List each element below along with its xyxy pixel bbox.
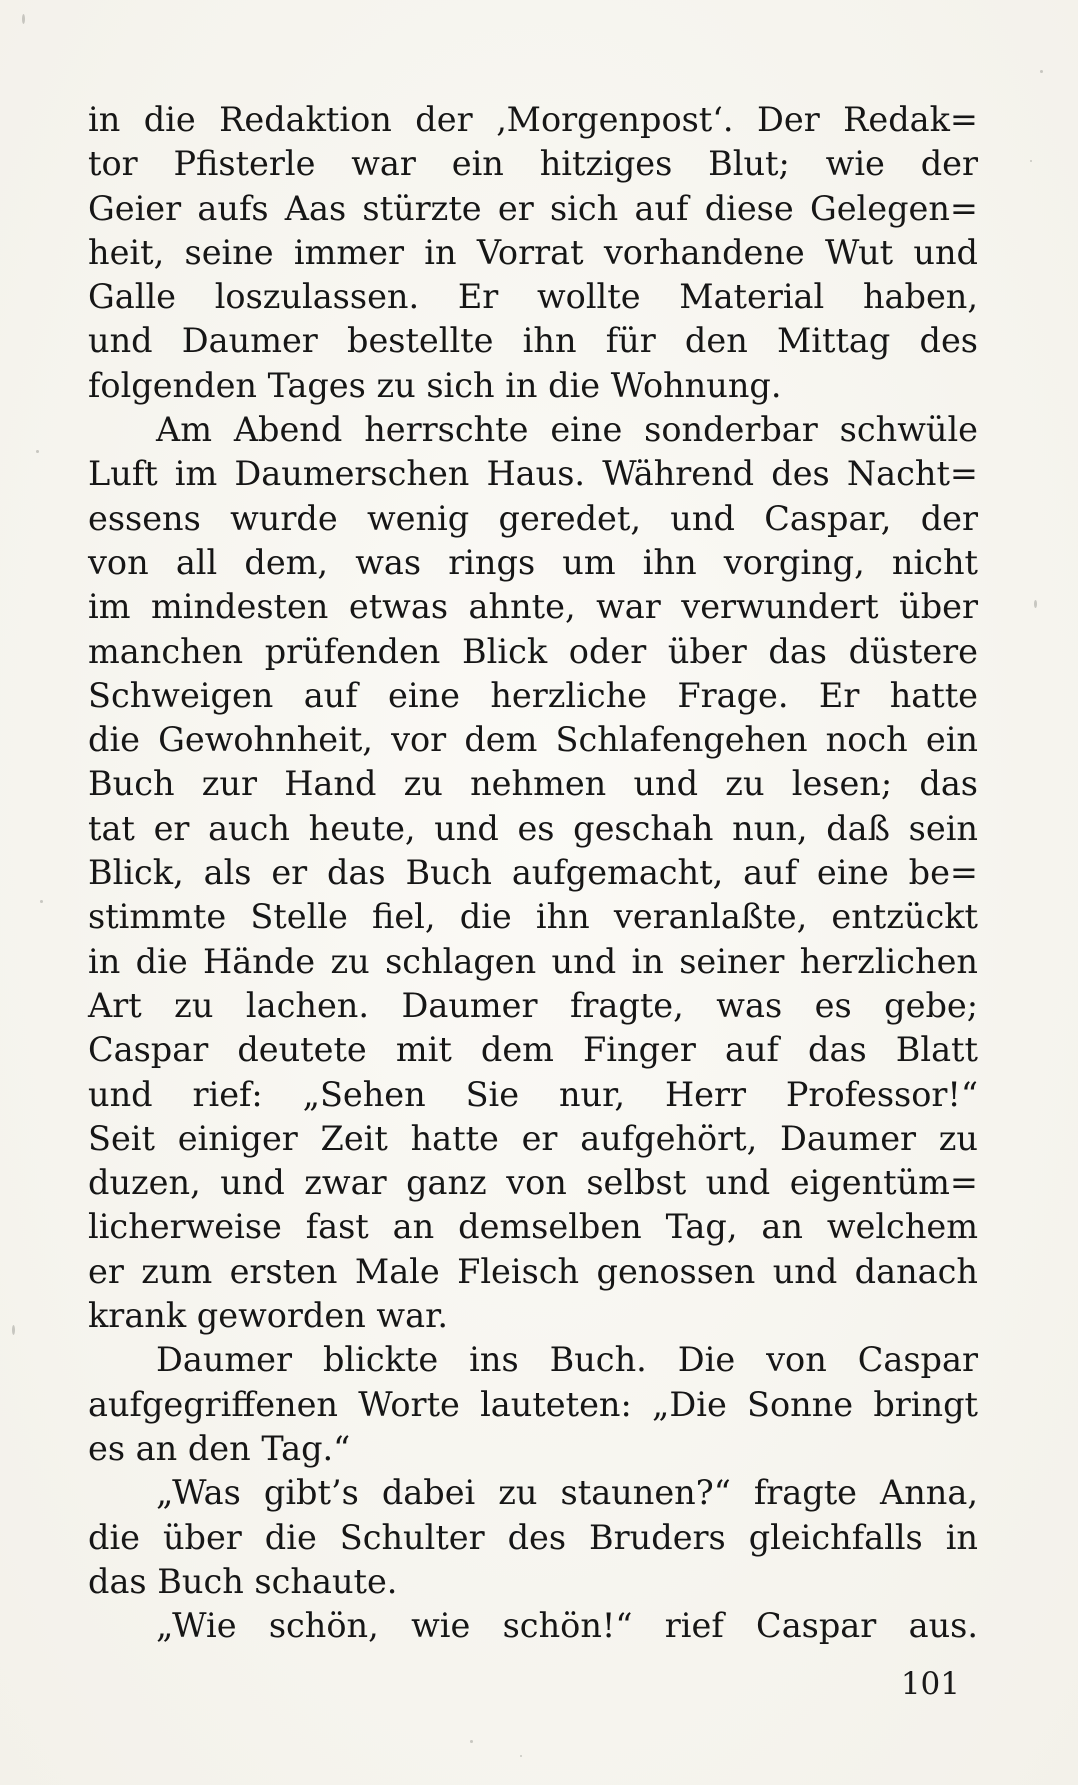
text-line: krank geworden war.: [88, 1296, 449, 1336]
text-line: Buch zur Hand zu nehmen und zu lesen; das: [88, 764, 978, 804]
text-line: Daumer blickte ins Buch. Die von Caspar: [156, 1340, 978, 1380]
text-line: heit, seine immer in Vorrat vorhandene Wut und: [88, 232, 978, 272]
scan-speck: [40, 900, 43, 903]
text-line: Luft im Daumerschen Haus. Während des Nacht=: [88, 454, 978, 494]
page-number: 101: [900, 1666, 960, 1702]
text-line: Geier aufs Aas stürzte er sich auf diese Gelegen=: [88, 188, 978, 228]
text-line: tat er auch heute, und es geschah nun, daß sein: [88, 808, 978, 848]
text-line: duzen, und zwar ganz von selbst und eigentüm=: [88, 1163, 978, 1203]
text-line: von all dem, was rings um ihn vorging, nicht: [88, 542, 978, 582]
text-line: das Buch schaute.: [88, 1561, 398, 1601]
text-line: essens wurde wenig geredet, und Caspar, der: [88, 498, 978, 538]
text-line: licherweise fast an demselben Tag, an welchem: [88, 1207, 978, 1247]
text-line: Caspar deutete mit dem Finger auf das Blatt: [88, 1030, 978, 1070]
text-line: Am Abend herrschte eine sonderbar schwüle: [156, 410, 978, 450]
text-line: Blick, als er das Buch aufgemacht, auf eine be=: [88, 853, 978, 893]
text-line: stimmte Stelle fiel, die ihn veranlaßte, entzückt: [88, 897, 978, 937]
text-line: und rief: „Sehen Sie nur, Herr Professor!“: [88, 1074, 978, 1114]
text-line: folgenden Tages zu sich in die Wohnung.: [88, 365, 782, 405]
scan-speck: [1030, 160, 1032, 162]
text-line: im mindesten etwas ahnte, war verwundert über: [88, 587, 978, 627]
scan-speck: [36, 450, 39, 453]
text-line: und Daumer bestellte ihn für den Mittag des: [88, 321, 978, 361]
text-line: er zum ersten Male Fleisch genossen und danach: [88, 1251, 978, 1291]
scan-speck: [470, 1740, 473, 1743]
scan-speck: [22, 14, 25, 24]
text-line: tor Pfisterle war ein hitziges Blut; wie der: [88, 144, 978, 184]
body-text: [88, 98, 978, 1648]
text-line: Art zu lachen. Daumer fragte, was es gebe;: [88, 985, 978, 1025]
text-line: „Was gibt’s dabei zu staunen?“ fragte Anna,: [156, 1473, 978, 1513]
scan-speck: [1034, 600, 1037, 608]
text-line: in die Hände zu schlagen und in seiner herzlichen: [88, 941, 978, 981]
text-line: Schweigen auf eine herzliche Frage. Er hatte: [88, 675, 978, 715]
text-line: es an den Tag.“: [88, 1428, 351, 1468]
text-line: Seit einiger Zeit hatte er aufgehört, Daumer zu: [88, 1118, 978, 1158]
scan-speck: [12, 1325, 15, 1335]
text-line: aufgegriffenen Worte lauteten: „Die Sonne bringt: [88, 1384, 978, 1424]
text-line: die Gewohnheit, vor dem Schlafengehen noch ein: [88, 720, 978, 760]
text-line: manchen prüfenden Blick oder über das düstere: [88, 631, 978, 671]
text-line: Galle loszulassen. Er wollte Material haben,: [88, 277, 978, 317]
scan-speck: [1040, 70, 1043, 73]
text-line: die über die Schulter des Bruders gleichfalls in: [88, 1517, 978, 1557]
scan-speck: [520, 1755, 522, 1757]
text-line: in die Redaktion der ‚Morgenpost‘. Der Redak=: [88, 100, 978, 139]
text-line: „Wie schön, wie schön!“ rief Caspar aus.: [156, 1606, 978, 1646]
